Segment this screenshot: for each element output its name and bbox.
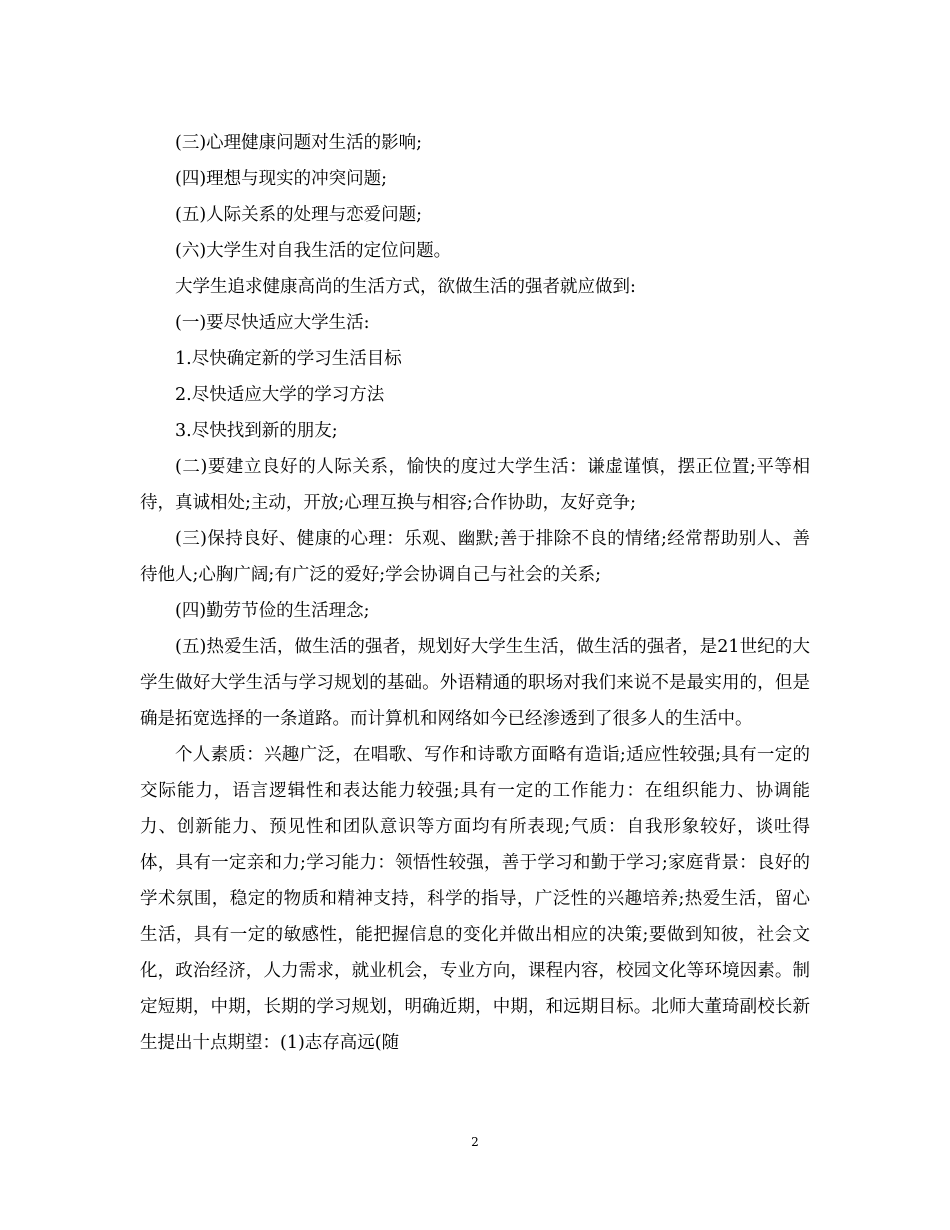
paragraph-5: 大学生追求健康高尚的生活方式，欲做生活的强者就应做到: — [175, 277, 636, 297]
paragraph-1: (三)心理健康问题对生活的影响; — [175, 133, 423, 153]
paragraph-2: (四)理想与现实的冲突问题; — [175, 169, 388, 189]
paragraph-6: (一)要尽快适应大学生活: — [175, 313, 370, 333]
paragraph-11: (三)保持良好、健康的心理：乐观、幽默;善于排除不良的情绪;经常帮助别人、善待他人;心胸广阔;有广泛的爱好;学会协调自己与社会的关系; — [140, 529, 810, 585]
paragraph-13: (五)热爱生活，做生活的强者，规划好大学生生活，做生活的强者，是21世纪的大学生做好大学生活与学习规划的基础。外语精通的职场对我们来说不是最实用的，但是确是拓宽选择的一条道路。而计算机和网络如今已经渗透到了很多人的生活中。 — [140, 637, 810, 729]
paragraph-8: 2.尽快适应大学的学习方法 — [175, 385, 385, 405]
paragraph-3: (五)人际关系的处理与恋爱问题; — [175, 205, 423, 225]
paragraph-12: (四)勤劳节俭的生活理念; — [175, 601, 370, 621]
paragraph-10: (二)要建立良好的人际关系，愉快的度过大学生活：谦虚谨慎，摆正位置;平等相待，真诚相处;主动，开放;心理互换与相容;合作协助，友好竞争; — [140, 457, 810, 513]
paragraph-7: 1.尽快确定新的学习生活目标 — [175, 349, 402, 369]
page-number: 2 — [471, 1135, 479, 1149]
paragraph-9: 3.尽快找到新的朋友; — [175, 421, 338, 441]
document-body — [140, 125, 810, 1061]
paragraph-4: (六)大学生对自我生活的定位问题。 — [175, 241, 452, 261]
paragraph-14: 个人素质：兴趣广泛，在唱歌、写作和诗歌方面略有造诣;适应性较强;具有一定的交际能力，语言逻辑性和表达能力较强;具有一定的工作能力：在组织能力、协调能力、创新能力、预见性和团队意识等方面均有所表现;气质：自我形象较好，谈吐得体，具有一定亲和力;学习能力：领悟性较强，善于学习和勤于学习;家庭背景：良好的学术氛围，稳定的物质和精神支持，科学的指导，广泛性的兴趣培养;热爱生活，留心生活，具有一定的敏感性，能把握信息的变化并做出相应的决策;要做到知彼，社会文化，政治经济，人力需求，就业机会，专业方向，课程内容，校园文化等环境因素。制定短期，中期，长期的学习规划，明确近期，中期，和远期目标。北师大董琦副校长新生提出十点期望：(1)志存高远(随 — [140, 745, 810, 1053]
